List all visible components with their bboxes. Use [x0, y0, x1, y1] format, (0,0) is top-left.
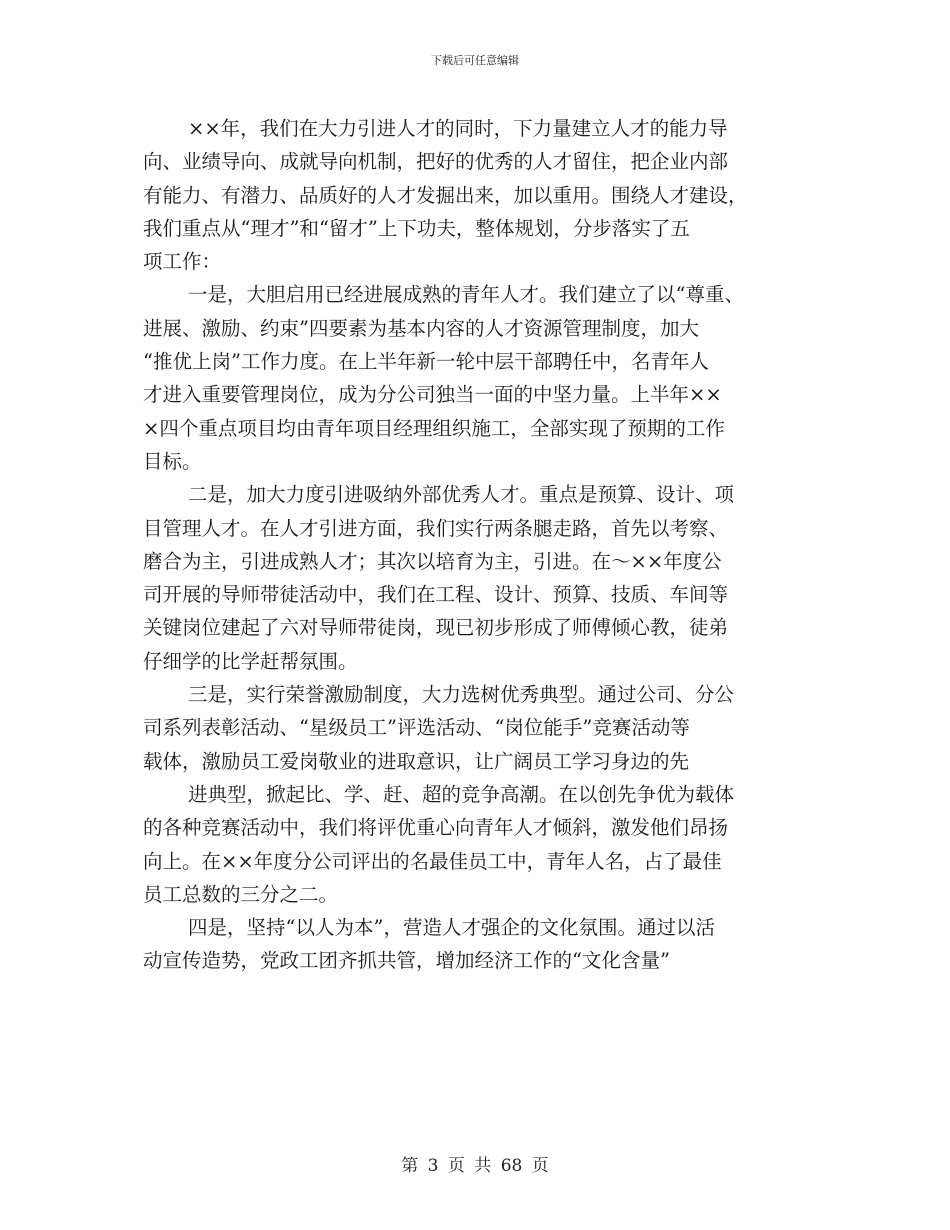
- paragraph-line: 有能力、有潜力、品质好的人才发掘出来，加以重用。围绕人才建设，: [143, 183, 748, 207]
- paragraph-line: 才进入重要管理岗位，成为分公司独当一面的中坚力量。上半年××: [143, 383, 722, 407]
- paragraph-line: 仔细学的比学赶帮氛围。: [143, 649, 358, 673]
- page-number-footer: 第 3 页 共 68 页: [401, 1156, 549, 1176]
- paragraph-line: 动宣传造势，党政工团齐抓共管，增加经济工作的“文化含量”: [143, 949, 670, 973]
- paragraph-line: 磨合为主，引进成熟人才；其次以培育为主，引进。在～××年度公: [143, 549, 722, 573]
- paragraph-line: 司开展的导师带徒活动中，我们在工程、设计、预算、技质、车间等: [143, 583, 729, 607]
- paragraph-line: ×四个重点项目均由青年项目经理组织施工，全部实现了预期的工作: [143, 416, 725, 440]
- paragraph-line: 三是，实行荣誉激励制度，大力选树优秀典型。通过公司、分公: [188, 683, 735, 707]
- page-header: 下载后可任意编辑: [431, 54, 519, 67]
- paragraph-line: 四是，坚持“以人为本”，营造人才强企的文化氛围。通过以活: [188, 916, 715, 940]
- paragraph-line: 项工作：: [143, 250, 222, 274]
- paragraph-line: 一是，大胆启用已经进展成熟的青年人才。我们建立了以“尊重、: [188, 283, 744, 307]
- paragraph-line: 进展、激励、约束”四要素为基本内容的人才资源管理制度，加大: [143, 316, 699, 340]
- document-body: [143, 112, 813, 978]
- paragraph-line: 二是，加大力度引进吸纳外部优秀人才。重点是预算、设计、项: [188, 483, 735, 507]
- paragraph-line: 的各种竞赛活动中，我们将评优重心向青年人才倾斜，激发他们昂扬: [143, 816, 729, 840]
- paragraph-line: 向上。在××年度分公司评出的名最佳员工中，青年人名，占了最佳: [143, 849, 722, 873]
- paragraph-line: 向、业绩导向、成就导向机制，把好的优秀的人才留住，把企业内部: [143, 150, 729, 174]
- paragraph-line: 员工总数的三分之二。: [143, 882, 339, 906]
- paragraph-line: 我们重点从“理才”和“留才”上下功夫，整体规划，分步落实了五: [143, 216, 690, 240]
- paragraph-line: 目管理人才。在人才引进方面，我们实行两条腿走路，首先以考察、: [143, 516, 729, 540]
- paragraph-line: 进典型，掀起比、学、赶、超的竞争高潮。在以创先争优为载体: [188, 782, 735, 806]
- paragraph-line: 目标。: [143, 449, 202, 473]
- paragraph-line: ××年，我们在大力引进人才的同时，下力量建立人才的能力导: [188, 117, 728, 140]
- paragraph-line: “推优上岗”工作力度。在上半年新一轮中层干部聘任中，名青年人: [143, 350, 709, 374]
- paragraph-line: 司系列表彰活动、“星级员工”评选活动、“岗位能手”竞赛活动等: [143, 716, 690, 740]
- paragraph-line: 载体，激励员工爱岗敬业的进取意识，让广阔员工学习身边的先: [143, 749, 690, 773]
- paragraph-line: 关键岗位建起了六对导师带徒岗，现已初步形成了师傅倾心教，徒弟: [143, 616, 729, 640]
